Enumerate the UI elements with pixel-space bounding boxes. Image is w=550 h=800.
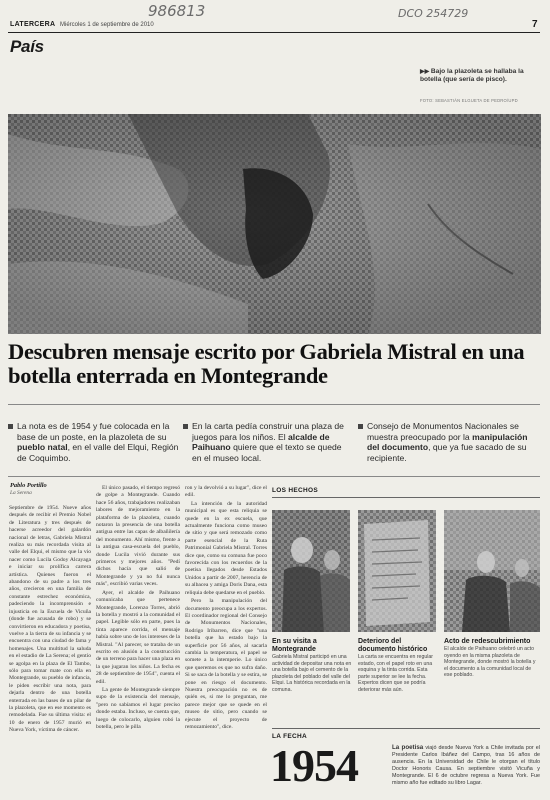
- la-fecha-label: LA FECHA: [272, 733, 308, 740]
- mayor-act-image: [444, 510, 540, 632]
- paragraph: Septiembre de 1954. Nueve años después de recibir el Premio Nobel de Literatura y tres después de hacerse acreedor del galardón nacional de letras, Gabriela Mistral realiza su más recordada visita al valle del Elqui, el mismo que la vio nacer como Lucila Godoy Alcayaga e iniciar su prolífica carrera artística. Quienes fueron el abandono de su padre a los tres años, crecieron en una familia de constante estrechez económica, padeciendo la incomprensión e injusticia en la Escuela de Vicuña (donde fue acusada de robo) y se convirtieron en educadora y poetisa, vuelve a la tierra de su infancia y se encuentra con una ciudad de fama y homenajes. Una multitud la saluda en el estadio de La Serena; el gentío se agolpa en la plaza de El Tambo, sólo para tomar mate con ella en Montegrande, su pueblo de infancia, le piden escribir una nota, para dejarla dentro de una botella enterrada en las bases de un pilar de la plazoleta, que en ese momento es remodelada. Fue su última visita: el 10 de enero de 1957 murió en Nueva York, víctima de cáncer.: [9, 505, 91, 734]
- hechos-item-body: El alcalde de Paihuano celebró un acto oyendo en la misma plazoleta de Montegrande, donde mostró la botella y el documento a la comunidad local de ese poblado.: [444, 646, 536, 679]
- bullet-3: [358, 421, 538, 463]
- paragraph: La gente de Montegrande siempre supo de la existencia del mensaje, "pero no sabíamos el lugar preciso donde estaba. Incluso, se cuenta que, luego de colocarlo, alguien robó la botella, pero le pilla: [96, 686, 180, 730]
- hechos-item-title: Deterioro del documento histórico: [358, 638, 428, 653]
- photo-caption-text: Bajo la plazoleta se hallaba la botella (que sería de pisco).: [420, 68, 524, 83]
- section-title: País: [10, 37, 44, 56]
- hechos-photo-document: [358, 510, 436, 632]
- hechos-photo-act: [444, 510, 540, 632]
- bullets-rule: [8, 476, 540, 477]
- los-hechos-rule: [272, 497, 540, 498]
- la-fecha-rule: [272, 728, 540, 729]
- bullet-2: [183, 421, 353, 463]
- mistral-visit-image: [272, 510, 350, 632]
- paragraph: Ayer, el alcalde de Paihuano comunicaba que pertenece Montegrande, Lorenzo Torres, abrió la botella y mostró a la comunidad el papel. Legible sólo en parte, pues la tinta aparece corrida, el mensaje había sobre uno de los intereses de la Mistral. "Al parecer, se trataba de un escrito en alusión a la construcción de un terreno para hacer una plaza en la que jugaran los niños. La fecha es 28 de septiembre de 1954", cuenta el edil.: [96, 589, 180, 685]
- bullet-3-text: Consejo de Monumentos Nacionales se muestra preocupado por la manipulación del documento, que ya fue sacado de su recipiente.: [367, 421, 528, 463]
- archive-number: 986813: [148, 2, 206, 20]
- fecha-lead: La poetisa: [392, 744, 424, 751]
- hechos-item-body: Gabriela Mistral participó en una actividad de depositar una nota en una botella bajo el cemento de la plazoleta del poblado del valle del Elqui. La histórica recordada en la comuna.: [272, 654, 352, 693]
- photo-caption: [420, 68, 538, 84]
- paragraph: ron y la devolvió a su lugar", dice el edil.: [185, 485, 267, 499]
- byline-author: Pablo Portillo: [10, 482, 47, 489]
- fecha-text: [392, 744, 540, 787]
- headline-rule: [8, 404, 540, 405]
- page-number: 7: [532, 19, 538, 30]
- document-image: [358, 510, 436, 632]
- hechos-item-3: [444, 638, 540, 679]
- square-bullet-icon: [183, 424, 188, 429]
- hechos-item-body: La carta se encuentra en regular estado, con el papel roto en una esquina y la tinta corrida. Esta parte superior se lee la fecha. Expertos dicen que se podría deteriorar más aún.: [358, 654, 433, 693]
- main-photo: [8, 114, 541, 334]
- fecha-body: viajó desde Nueva York a Chile invitada por el Presidente Carlos Ibáñez del Campo, tras 16 años de ausencia. En la Universidad de Chile le otorgan el título Doctor Honoris Causa. En septiembre visitó Vicuña y Montegrande. El 6 de octubre regresa a Nueva York. Fue mismo año fue editado su libro Lagar.: [392, 745, 540, 786]
- archive-code: DCO 254729: [398, 7, 469, 20]
- bullet-1-text: La nota es de 1954 y fue colocada en la base de un poste, en la plazoleta de su pueblo natal, en el valle del Elqui, Región de Coquimbo.: [17, 421, 179, 463]
- hechos-item-2: [358, 638, 438, 694]
- headline: Descubren mensaje escrito por Gabriela Mistral en una botella enterrada en Montegrande: [8, 339, 525, 388]
- masthead-rule: [8, 32, 540, 33]
- bullet-1: [8, 421, 180, 463]
- newspaper-name: LATERCERA: [10, 21, 56, 28]
- bullet-2-text: En la carta pedía construir una plaza de juegos para los niños. El alcalde de Paihuano quiere que el texto se quede en el museo local.: [192, 421, 344, 463]
- square-bullet-icon: [8, 424, 13, 429]
- paragraph: Pero la manipulación del documento preocupa a los expertos. El coordinador regional del Consejo de Monumentos Nacionales, Rodrigo Iribarren, dice que "una botella que ha estado bajo la superficie por 56 años, al sacarla cambia la temperatura, el papel se somete a la intemperie. Lo único que queremos es que no sufra daño. Si se saca de la botella y se estira, se pone en riesgo el documento. Nuestra preocupación no es de quién es, si me lo preguntan, me parece mejor que se quede en el museo de sitio, pero cuando se ejecute el proyecto de remozamiento", dice.: [185, 598, 267, 730]
- botella-photo-image: [8, 114, 541, 334]
- paragraph: La intención de la autoridad municipal es que esta reliquia se quede en la ex escuela, que actualmente funciona como museo de sitio y que será remozado como parte esencial de la Ruta Patrimonial Gabriela Mistral. Torres dice que, como su comuna fue poco favorecida con los recuerdos de la poetisa llegados desde Estados Unidos a partir de 2007, herencia de su albacea y amiga Doris Dana, esta reliquia debe quedarse en el pueblo.: [185, 500, 267, 596]
- hechos-item-title: Acto de redescubrimiento: [444, 638, 531, 645]
- square-bullet-icon: [358, 424, 363, 429]
- los-hechos-label: LOS HECHOS: [272, 487, 318, 494]
- byline-location: La Serena: [10, 490, 32, 496]
- hechos-item-1: [272, 638, 352, 694]
- hechos-photo-visit: [272, 510, 350, 632]
- double-arrow-right-icon: ▶▶: [420, 69, 431, 75]
- article-column-1: [9, 505, 91, 795]
- fecha-year: 1954: [270, 740, 358, 791]
- issue-date: Miércoles 1 de septiembre de 2010: [60, 22, 154, 28]
- article-column-3: [185, 485, 267, 795]
- photo-credit: FOTO: SEBASTIÁN ELGUETA DE PEDRO/UPD: [420, 98, 518, 103]
- article-column-2: [96, 485, 180, 795]
- hechos-item-title: En su visita a Montegrande: [272, 638, 317, 653]
- paragraph: El único pasado, el tiempo regresó de golpe a Montegrande. Cuando hace 56 años, trabajadores realizaban labores de mejoramiento en la plataforma de la plazoleta, cuando notaron la presencia de una botella antigua entre las capas de albañilería del monumento. Ahí mismo, frente a la antigua casa-escuela del pueblo, donde Lucila vivió durante sus primeros y mejores años. "Pedí dichos hacía que salió de Montegrande y ya no fui nunca más", escribió varias veces.: [96, 485, 180, 588]
